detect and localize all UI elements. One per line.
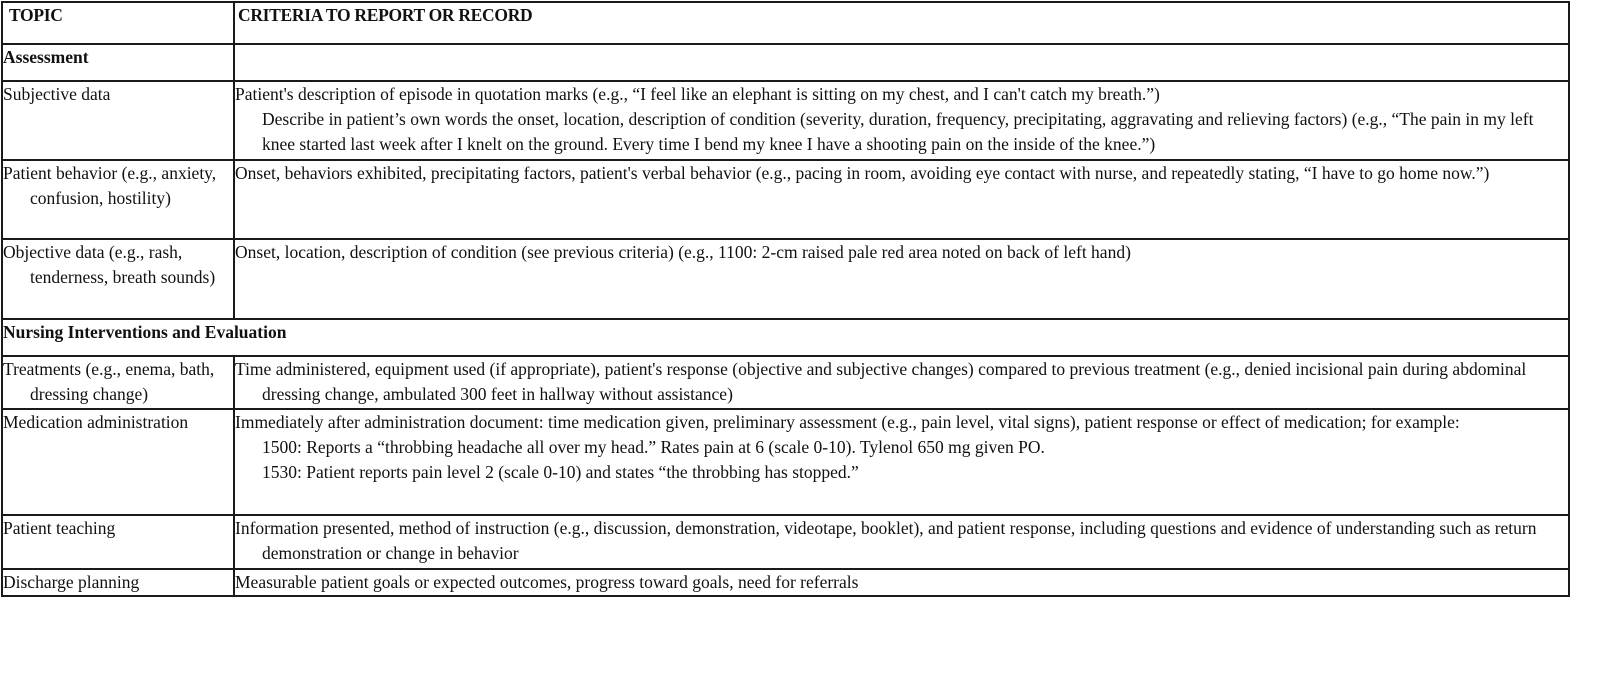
table-row [2, 356, 1569, 409]
criteria-cell [234, 81, 1569, 160]
criteria-text: Time administered, equipment used (if appropriate), patient's response (objective and subjective changes) compared to previous treatment (e.g., denied incisional pain during abdominal dressing change, ambulated 300 feet in hallway without assistance) [235, 359, 1527, 404]
table-row [2, 160, 1569, 239]
criteria-text: Immediately after administration document: time medication given, preliminary assessment (e.g., pain level, vital signs), patient response or effect of medication; for example: [235, 412, 1460, 432]
example-entry-1500: 1500: Reports a “throbbing headache all over my head.” Rates pain at 6 (scale 0-10). Tylenol 650 mg given PO. [262, 437, 1045, 457]
section-title: Assessment [2, 44, 234, 81]
table-row [2, 239, 1569, 319]
criteria-text: Patient's description of episode in quotation marks (e.g., “I feel like an elephant is sitting on my chest, and I can't catch my breath.”) [235, 84, 1160, 104]
topic-cell [2, 409, 234, 515]
table-row [2, 409, 1569, 515]
criteria-text-continued: Describe in patient’s own words the onset, location, description of condition (severity, duration, frequency, precipitating, aggravating and relieving factors) (e.g., “The pain in my left knee started last week after I knelt on the ground. Every time I bend my knee I have a shooting pain on the inside of the knee.”) [262, 109, 1534, 154]
criteria-cell [234, 160, 1569, 239]
topic-text: Subjective data [3, 84, 111, 104]
topic-text: Patient behavior (e.g., anxiety, confusion, hostility) [3, 163, 217, 208]
criteria-cell [234, 515, 1569, 569]
criteria-text: Onset, location, description of condition (see previous criteria) (e.g., 1100: 2-cm raised pale red area noted on back of left hand) [235, 242, 1131, 262]
section-row-assessment [2, 44, 1569, 81]
topic-text: Discharge planning [3, 572, 140, 592]
criteria-text: Measurable patient goals or expected outcomes, progress toward goals, need for referrals [235, 572, 859, 592]
topic-text: Patient teaching [3, 518, 116, 538]
criteria-text: Information presented, method of instruction (e.g., discussion, demonstration, videotape, booklet), and patient response, including questions and evidence of understanding such as return demonstration or change in behavior [235, 518, 1537, 563]
header-criteria: CRITERIA TO REPORT OR RECORD [234, 2, 1569, 44]
topic-text: Treatments (e.g., enema, bath, dressing change) [3, 359, 215, 404]
example-entry-1530: 1530: Patient reports pain level 2 (scale 0-10) and states “the throbbing has stopped.” [262, 462, 859, 482]
criteria-cell [234, 409, 1569, 515]
topic-cell [2, 160, 234, 239]
topic-text: Medication administration [3, 412, 189, 432]
section-empty-cell [234, 44, 1569, 81]
criteria-cell [234, 239, 1569, 319]
section-row-nursing-interventions [2, 319, 1569, 356]
table-row [2, 515, 1569, 569]
topic-cell [2, 239, 234, 319]
topic-cell [2, 81, 234, 160]
criteria-cell [234, 569, 1569, 596]
criteria-text [235, 107, 1568, 157]
criteria-text: Onset, behaviors exhibited, precipitating factors, patient's verbal behavior (e.g., pacing in room, avoiding eye contact with nurse, and repeatedly stating, “I have to go home now.”) [235, 163, 1490, 183]
table-row [2, 81, 1569, 160]
topic-cell [2, 356, 234, 409]
section-title: Nursing Interventions and Evaluation [2, 319, 1569, 356]
documentation-criteria-table [1, 1, 1570, 597]
topic-cell [2, 569, 234, 596]
table-header-row [2, 2, 1569, 44]
header-topic: TOPIC [2, 2, 234, 44]
topic-cell [2, 515, 234, 569]
criteria-cell [234, 356, 1569, 409]
table-row [2, 569, 1569, 596]
topic-text: Objective data (e.g., rash, tenderness, breath sounds) [3, 242, 216, 287]
